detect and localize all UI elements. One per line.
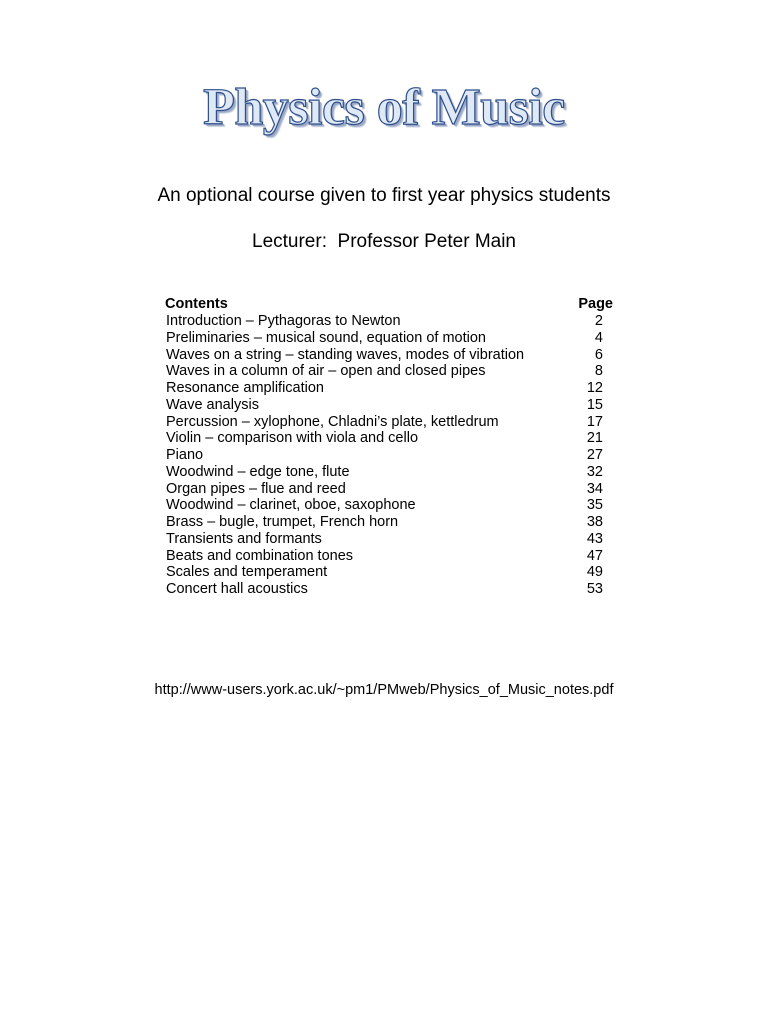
contents-entry-title: Wave analysis <box>166 396 259 413</box>
contents-entry-page: 43 <box>586 530 603 547</box>
contents-entry-title: Piano <box>166 447 204 463</box>
contents-entry <box>165 397 615 414</box>
contents-entry-title: Transients and formants <box>166 530 322 547</box>
contents-entry <box>165 347 615 364</box>
document-title: Physics of Music <box>203 79 565 136</box>
contents-entry-page: 27 <box>586 447 603 463</box>
contents-entry <box>165 380 615 397</box>
document-subtitle: An optional course given to first year physics students <box>157 185 611 206</box>
contents-entry-title: Beats and combination tones <box>166 547 354 564</box>
contents-entry <box>165 564 615 581</box>
table-of-contents <box>165 296 615 598</box>
contents-entry <box>165 430 615 447</box>
contents-entry-page: 6 <box>594 346 603 363</box>
contents-entry-page: 17 <box>586 413 603 430</box>
contents-entry-page: 35 <box>586 497 603 514</box>
contents-entry-page: 21 <box>586 430 603 447</box>
contents-entry <box>165 363 615 380</box>
contents-entry-title: Brass – bugle, trumpet, French horn <box>166 514 399 530</box>
contents-entry <box>165 481 615 498</box>
contents-entry <box>165 497 615 514</box>
contents-entry-page: 2 <box>594 313 603 329</box>
contents-entry-title: Woodwind – edge tone, flute <box>166 463 350 480</box>
contents-entry-title: Woodwind – clarinet, oboe, saxophone <box>166 497 416 514</box>
contents-entry-title: Scales and temperament <box>166 564 328 581</box>
contents-entry-page: 12 <box>586 380 603 396</box>
contents-entry <box>165 531 615 548</box>
contents-entry-page: 49 <box>586 564 603 581</box>
contents-entry-page: 38 <box>586 514 603 530</box>
contents-entry <box>165 581 615 598</box>
contents-entry-page: 8 <box>594 363 603 380</box>
contents-entry <box>165 447 615 464</box>
contents-entry <box>165 464 615 481</box>
contents-heading: Contents <box>165 296 228 312</box>
contents-entry-title: Waves on a string – standing waves, modes of vibration <box>166 346 525 363</box>
contents-entry <box>165 514 615 531</box>
contents-header <box>165 296 615 313</box>
contents-entry <box>165 548 615 565</box>
contents-entry-title: Introduction – Pythagoras to Newton <box>166 313 401 329</box>
contents-entry-title: Percussion – xylophone, Chladni’s plate, kettledrum <box>166 413 499 430</box>
contents-entry-title: Organ pipes – flue and reed <box>166 480 346 497</box>
contents-entry-title: Violin – comparison with viola and cello <box>166 430 419 447</box>
contents-entry-page: 47 <box>586 547 603 564</box>
contents-entry-title: Preliminaries – musical sound, equation of motion <box>166 329 486 346</box>
contents-entry-title: Waves in a column of air – open and closed pipes <box>166 363 486 380</box>
contents-list <box>165 313 615 598</box>
contents-entry-page: 15 <box>586 396 603 413</box>
contents-entry-page: 53 <box>586 581 603 597</box>
contents-entry-page: 34 <box>586 480 603 497</box>
lecturer-line: Lecturer: Professor Peter Main <box>252 231 516 252</box>
contents-entry <box>165 414 615 431</box>
contents-entry <box>165 330 615 347</box>
contents-entry <box>165 313 615 330</box>
contents-entry-title: Concert hall acoustics <box>166 581 308 597</box>
contents-entry-title: Resonance amplification <box>166 380 324 396</box>
contents-entry-page: 4 <box>594 329 603 346</box>
contents-entry-page: 32 <box>586 463 603 480</box>
document-url: http://www-users.york.ac.uk/~pm1/PMweb/Physics_of_Music_notes.pdf <box>154 682 614 698</box>
page-heading: Page <box>578 296 613 312</box>
